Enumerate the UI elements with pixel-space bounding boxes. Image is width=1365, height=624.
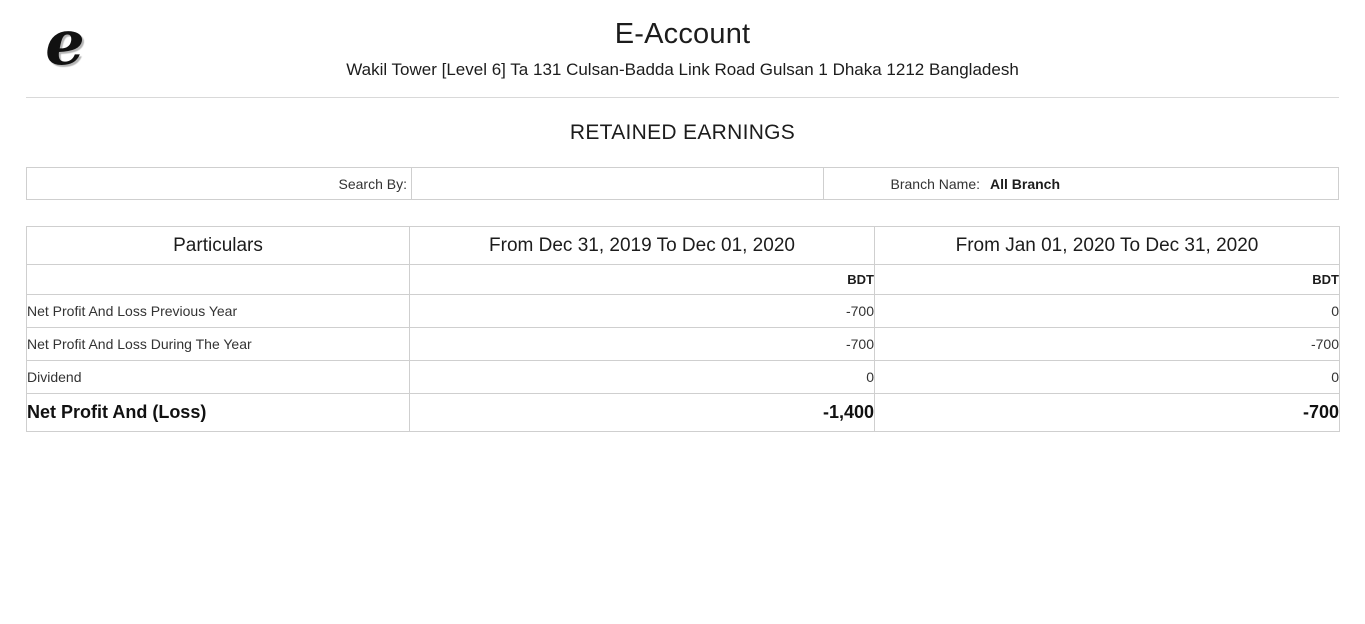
- currency-blank-cell: [27, 265, 410, 295]
- report-table-container: [26, 226, 1339, 432]
- currency-row: [27, 265, 1340, 295]
- row-label: Net Profit And Loss Previous Year: [27, 295, 410, 328]
- currency-cell-1: BDT: [410, 265, 875, 295]
- retained-earnings-table: [26, 226, 1340, 432]
- row-amount-col1: -700: [410, 295, 875, 328]
- logo-e-icon: e: [45, 6, 85, 79]
- row-amount-col2: -700: [875, 328, 1340, 361]
- total-amount-col2: -700: [875, 394, 1340, 432]
- table-row: [27, 295, 1340, 328]
- page-title: RETAINED EARNINGS: [569, 121, 796, 144]
- total-amount-col1: -1,400: [410, 394, 875, 432]
- table-row: [27, 361, 1340, 394]
- company-logo: [30, 8, 100, 78]
- column-header-period-2: From Jan 01, 2020 To Dec 31, 2020: [875, 227, 1340, 265]
- branch-name-value[interactable]: All Branch: [990, 175, 1061, 192]
- table-header-row: [27, 227, 1340, 265]
- currency-cell-2: BDT: [875, 265, 1340, 295]
- search-by-label: Search By:: [27, 168, 412, 199]
- row-amount-col1: 0: [410, 361, 875, 394]
- table-row: [27, 328, 1340, 361]
- branch-name-label: Branch Name:: [890, 175, 980, 192]
- row-amount-col2: 0: [875, 361, 1340, 394]
- company-address: Wakil Tower [Level 6] Ta 131 Culsan-Badda Link Road Gulsan 1 Dhaka 1212 Bangladesh: [346, 60, 1019, 79]
- search-by-input[interactable]: [412, 168, 824, 199]
- page-header: [26, 0, 1339, 98]
- row-amount-col1: -700: [410, 328, 875, 361]
- row-label: Net Profit And Loss During The Year: [27, 328, 410, 361]
- total-label: Net Profit And (Loss): [27, 394, 410, 432]
- row-label: Dividend: [27, 361, 410, 394]
- search-bar: [26, 167, 1339, 200]
- column-header-period-1: From Dec 31, 2019 To Dec 01, 2020: [410, 227, 875, 265]
- company-name: E-Account: [614, 18, 751, 50]
- header-titles: [26, 0, 1339, 80]
- row-amount-col2: 0: [875, 295, 1340, 328]
- column-header-particulars: Particulars: [27, 227, 410, 265]
- table-total-row: [27, 394, 1340, 432]
